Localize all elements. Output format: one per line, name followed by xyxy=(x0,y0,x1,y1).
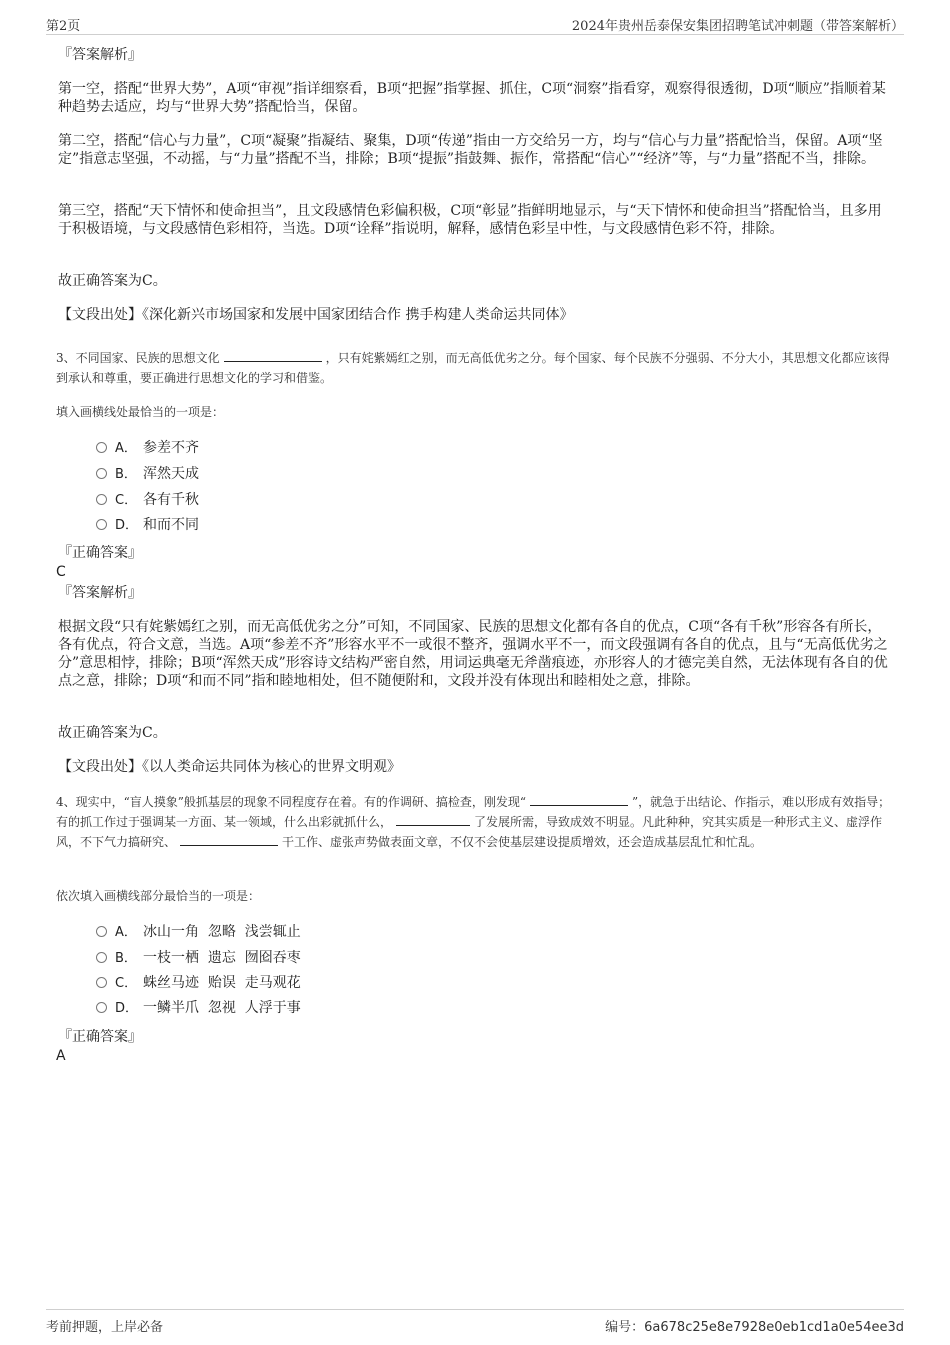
q3-stem xyxy=(56,348,896,388)
option-text: 一枝一栖 遗忘 囫囵吞枣 xyxy=(143,950,301,966)
option-letter: B． xyxy=(115,951,137,966)
q3-option-c[interactable] xyxy=(96,490,199,510)
option-letter: B． xyxy=(115,467,137,482)
q4-blank-2 xyxy=(396,812,470,826)
option-text: 参差不齐 xyxy=(143,440,199,456)
radio-icon[interactable] xyxy=(96,519,107,530)
q3-conclusion: 故正确答案为C。 xyxy=(58,725,167,741)
q2-analysis-para3: 第三空，搭配“天下情怀和使命担当”，且文段感情色彩偏积极，C项“彰显”指鲜明地显示，与“天下情怀和使命担当”搭配恰当，且多用于积极语境，与文段感情色彩相符，当选。D项“诠释”指说明，解释，感情色彩呈中性，与文段感情色彩不符，排除。 xyxy=(58,203,882,237)
q2-conclusion: 故正确答案为C。 xyxy=(58,273,167,289)
code-label: 编号： xyxy=(605,1320,645,1335)
q3-blank xyxy=(224,348,322,362)
q2-analysis-para2: 第二空，搭配“信心与力量”，C项“凝聚”指凝结、聚集，D项“传递”指由一方交给另一方，均与“信心与力量”搭配恰当，保留。A项“坚定”指意志坚强，不动摇，与“力量”搭配不当，排除；B项“提振”指鼓舞、振作，常搭配“信心”“经济”等，与“力量”搭配不当，排除。 xyxy=(58,133,883,167)
option-text: 蛛丝马迹 贻误 走马观花 xyxy=(143,975,301,991)
q3-analysis-label: 『答案解析』 xyxy=(58,585,142,601)
option-text: 和而不同 xyxy=(143,517,199,533)
option-text: 浑然天成 xyxy=(143,466,199,482)
q4-stem xyxy=(56,792,898,852)
option-letter: C． xyxy=(115,493,138,508)
q4-answer-label: 『正确答案』 xyxy=(58,1029,142,1045)
q2-analysis-label: 『答案解析』 xyxy=(58,47,142,63)
page-number: 第2页 xyxy=(46,19,81,34)
radio-icon[interactable] xyxy=(96,442,107,453)
q2-source: 【文段出处】《深化新兴市场国家和发展中国家团结合作 携手构建人类命运共同体》 xyxy=(58,307,574,323)
radio-icon[interactable] xyxy=(96,1002,107,1013)
q4-option-d[interactable] xyxy=(96,998,301,1018)
option-letter: A． xyxy=(115,441,137,456)
radio-icon[interactable] xyxy=(96,952,107,963)
radio-icon[interactable] xyxy=(96,926,107,937)
option-text: 一鳞半爪 忽视 人浮于事 xyxy=(143,1000,301,1016)
q3-answer: C xyxy=(56,564,66,580)
option-text: 冰山一角 忽略 浅尝辄止 xyxy=(143,924,301,940)
q3-option-a[interactable] xyxy=(96,438,199,458)
q3-source: 【文段出处】《以人类命运共同体为核心的世界文明观》 xyxy=(58,759,401,775)
q4-blank-3 xyxy=(180,832,278,846)
option-text: 各有千秋 xyxy=(143,492,199,508)
q3-prompt: 填入画横线处最恰当的一项是： xyxy=(56,405,225,419)
q4-stem-part3: 了发展所需，导致成效不明显。凡此种种，究其实质是一种形式主义、虚浮作风，不下气力搞研究、 xyxy=(56,815,883,849)
q4-option-a[interactable] xyxy=(96,922,301,942)
q4-stem-part2: ”，就急于出结论、作指示，难以形成有效指导；有的抓工作过于强调某一方面、某一领域，什么出彩就抓什么， xyxy=(56,795,891,829)
q3-option-d[interactable] xyxy=(96,515,199,535)
footer-slogan: 考前押题，上岸必备 xyxy=(46,1320,164,1335)
q4-answer: A xyxy=(56,1048,66,1064)
q3-analysis: 根据文段“只有姹紫嫣红之别，而无高低优劣之分”可知，不同国家、民族的思想文化都有各自的优点，C项“各有千秋”形容各有所长，各有优点，符合文意，当选。A项“参差不齐”形容水平不一或很不整齐，强调水平不一，而文段强调有各自的优点，且与“无高低优劣之分”意思相悖，排除；B项“浑然天成”形容诗文结构严密自然，用词运典毫无斧凿痕迹，亦形容人的才德完美自然，无法体现有各自的优点之意，排除；D项“和而不同”指和睦地相处，但不随便附和，文段并没有体现出和睦相处之意，排除。 xyxy=(58,619,888,689)
option-letter: D． xyxy=(115,518,139,533)
code-value: 6a678c25e8e7928e0eb1cd1a0e54ee3d xyxy=(644,1320,904,1335)
q4-stem-part1: 4、现实中，“盲人摸象”般抓基层的现象不同程度存在着。有的作调研、搞检查，刚发现“ xyxy=(56,795,527,809)
option-letter: A． xyxy=(115,925,137,940)
page-footer xyxy=(46,1309,904,1334)
option-letter: D． xyxy=(115,1001,139,1016)
document-code xyxy=(605,1316,904,1335)
document-title: 2024年贵州岳泰保安集团招聘笔试冲刺题（带答案解析） xyxy=(571,19,904,34)
q3-answer-label: 『正确答案』 xyxy=(58,545,142,561)
radio-icon[interactable] xyxy=(96,494,107,505)
option-letter: C． xyxy=(115,976,138,991)
q3-stem-part1: 3、不同国家、民族的思想文化 xyxy=(56,351,220,365)
q4-blank-1 xyxy=(530,792,628,806)
radio-icon[interactable] xyxy=(96,977,107,988)
q4-stem-part4: 干工作、虚张声势做表面文章，不仅不会使基层建设提质增效，还会造成基层乱忙和忙乱。 xyxy=(282,835,763,849)
q4-option-c[interactable] xyxy=(96,973,301,993)
q4-option-b[interactable] xyxy=(96,948,301,968)
q4-prompt: 依次填入画横线部分最恰当的一项是： xyxy=(56,889,261,903)
page-header xyxy=(46,12,904,35)
q2-analysis-para1: 第一空，搭配“世界大势”，A项“审视”指详细察看，B项“把握”指掌握、抓住，C项“洞察”指看穿，观察得很透彻，D项“顺应”指顺着某种趋势去适应，均与“世界大势”搭配恰当，保留。 xyxy=(58,81,886,115)
q3-stem-part2: ，只有姹紫嫣红之别，而无高低优劣之分。每个国家、每个民族不分强弱、不分大小，其思想文化都应该得到承认和尊重，要正确进行思想文化的学习和借鉴。 xyxy=(56,351,890,385)
q3-option-b[interactable] xyxy=(96,464,199,484)
radio-icon[interactable] xyxy=(96,468,107,479)
